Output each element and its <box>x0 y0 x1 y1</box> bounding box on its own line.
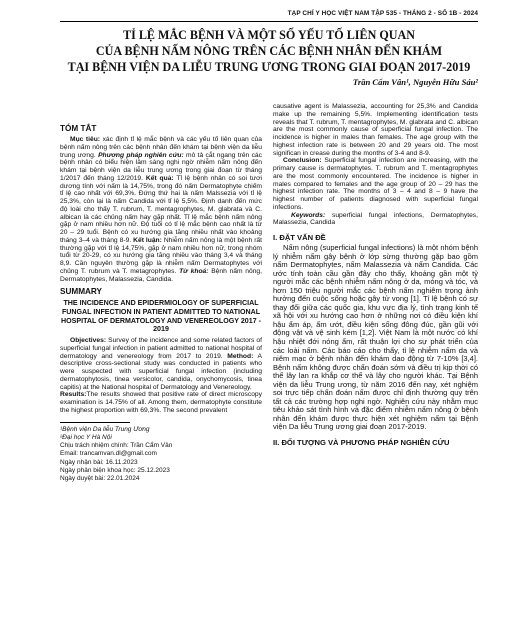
footnote-affiliation-1: ¹Bệnh viện Da liễu Trung Ương <box>60 425 150 433</box>
phuong-phap-text: mô tả cắt ngang trên các bệnh nhân có biểu hiện lâm sàng nghi ngờ nhiễm nấm nông đến khám tại bệnh viện da liễu trung ương trong giai đoạn từ tháng 1/2017 đến tháng 12/2019. <box>60 151 262 182</box>
summary-heading: SUMMARY <box>60 287 102 297</box>
summary-title: THE INCIDENCE AND EPIDERMIOLOGY OF SUPERFICIAL FUNGAL INFECTION IN PATIENT ADMITTED TO NATIONAL HOSPITAL OF DERMATOLOGY AND VENEREOLOGY 2017 - 2019 <box>61 299 261 334</box>
header-rule <box>60 21 478 22</box>
tu-khoa-text: Bệnh nấm nông, Dermatophytes, Malassezia, Candida. <box>60 267 263 283</box>
article-title <box>60 28 478 75</box>
muc-tieu-label: Mục tiêu: <box>70 136 101 143</box>
ket-luan-text: Nhiễm nấm nông là một bệnh rất thường gặp với tỉ lệ 14,75%, gặp ở nam nhiều hơn nữ, trong nhóm tuổi từ 20-29, có xu hướng gia tăng nhiều vào tháng 3,4 và tháng 8,9. Cần nguyên thường gặp là nhiễm nấm Dermatophytes với chủng T. rubrum và T. metagrophytes. <box>60 236 262 275</box>
footnote-accepted: Ngày duyệt bài: 22.01.2024 <box>60 475 140 483</box>
right-column <box>273 103 478 448</box>
title-line-3: TẠI BỆNH VIỆN DA LIỄU TRUNG ƯƠNG TRONG GIAI ĐOẠN 2017-2019 <box>67 59 471 74</box>
ket-qua-label: Kết quả: <box>145 174 174 182</box>
results-text-left: The results showed that positive rate of direct microscopy examination is 14.75% of all. Among them, dermatophyte constitute the highest proportion with 69,3%. The second prevalent <box>60 391 262 414</box>
objectives-text: Survey of the incidence and some related factors of superficial fungal infection in patient admitted to national hospital of dermatology and venereology from 2017 to 2019. <box>60 337 262 360</box>
muc-tieu-text: xác định tỉ lệ mắc bệnh và các yếu tố liên quan của bệnh nấm nông trên các bệnh nhân đến khám tại bệnh viện da liễu trung ương. <box>60 136 262 159</box>
section-1-heading: I. ĐẶT VẤN ĐỀ <box>273 233 326 242</box>
conclusion-label: Conclusion: <box>283 157 322 165</box>
footnote-affiliation-2: ²Đại học Y Hà Nội <box>60 433 112 441</box>
footnote-received: Ngày nhận bài: 16.11.2023 <box>60 458 138 466</box>
section-2-heading: II. ĐỐI TƯỢNG VÀ PHƯƠNG PHÁP NGHIÊN CỨU <box>273 438 450 448</box>
keywords-label: Keywords: <box>291 211 326 219</box>
phuong-phap-label: Phương pháp nghiên cứu: <box>98 151 184 159</box>
summary-abstract-left <box>60 337 262 391</box>
method-text: A descriptive cross-sectional study was conducted in patients who were suspected with superficial fungal infection (including dermatophytosis, tinea versicolor, candida, onychomycosis, tinea capitis) at the National hospital of Dermatology and Venereology. <box>60 352 263 391</box>
footnote-reviewed: Ngày phản biện khoa học: 25.12.2023 <box>60 467 170 475</box>
ket-luan-label: Kết luận: <box>133 236 162 244</box>
left-column <box>60 124 262 484</box>
title-line-2: CỦA BỆNH NẤM NÔNG TRÊN CÁC BỆNH NHÂN ĐẾN KHÁM <box>95 43 443 58</box>
tom-tat-heading: TÓM TẮT <box>60 124 97 133</box>
title-line-1: TỈ LỆ MẮC BỆNH VÀ MỘT SỐ YẾU TỐ LIÊN QUAN <box>123 28 415 42</box>
footnote-email: Email: trancamvan.dl@gmail.com <box>60 450 157 458</box>
tom-tat-abstract <box>60 136 262 283</box>
method-label: Method: <box>227 352 254 360</box>
footnote-corresponding: Chịu trách nhiệm chính: Trần Cẩm Vân <box>60 442 173 450</box>
keywords-text: superficial fungal infections, Dermatophytes, Malassezia, Candida <box>273 211 478 227</box>
conclusion-text: Superficial fungal infection are increasing, with the primary cause is dermatophytes. T. rubrum and T. mentagrophytes are the most commonly encountered. The incidence is higher in males compared to females and the age group of 20 – 29 has the highest infection rate. The months of 3 – 4 and 8 – 9 have the highest number of patients diagnosed with superficial fungal infections. <box>273 157 478 211</box>
section-1-text: Nấm nông (superficial fungal infections) là một nhóm bệnh lý nhiễm nấm gây bệnh ở lớp sừng thường gặp bao gồm nấm Dermatophytes, nấm Malassezia và nấm Candida. Các ước tính toàn cầu gần đây cho thấy, khoảng gần một tỷ người mắc các bệnh nhiễm nấm nông ở da, móng và tóc, và hơn 150 triệu người mắc các bệnh nấm nghiêm trọng ảnh hưởng đến cuộc sống hoặc gây tử vong [1]. Tỉ lệ bệnh có sự thay đổi giữa các quốc gia, khu vực địa lý, tình trạng kinh tế xã hội với xu hướng cao hơn ở những nơi có điều kiện khí hậu ẩm áp, ẩm ướt, điều kiện sống đông đúc, gần gũi với động vật và vệ sinh kém [1,2]. Việt Nam là một nước có khí hậu nhiệt đới nóng ẩm, rất thuận lợi cho sự phát triển của các loài nấm. Các báo cáo cho thấy, tỉ lệ nhiễm nấm da và niêm mạc ở bệnh nhân đến khám dao động từ 7-10% [3,4]. Bệnh nấm không được chẩn đoán sớm và điều trị kịp thời có thể lây lan ra khắp cơ thể và lây cho người khác. Tại Bệnh viện da liễu Trung ương, từ năm 2016 đến nay, xét nghiệm soi trực tiếp chẩn đoán nấm được chỉ định thường quy trên tất cả các trường hợp nghi ngờ. Nghiên cứu này nhằm mục tiêu khảo sát tình hình và đặc điểm nhiễm nấm nông ở bệnh nhân đến khám được thực hiện xét nghiệm nấm tại Bệnh viện Da liễu Trung ương giai đoạn 2017-2019. <box>273 243 478 432</box>
ket-qua-text: Tỉ lệ bệnh nhân có soi tươi dương tính với nấm là 14,75%, trong đó nấm Dermatophyte chiếm tỉ lệ cao nhất với 69,3%. Đứng thứ hai là nấm Malssezia với tỉ lệ 25,3%, còn lại là nấm Candida với tỉ lệ 5,5%. Định danh đến mức độ loài cho thấy T. rubrum, T. mentagrophytes, M. glabrata và C. albican là các chủng nấm hay gặp nhất. Tỉ lệ mắc bệnh nấm nông gặp ở nam nhiều hơn nữ. Độ tuổi có tỉ lệ mắc bệnh cao nhất là từ 20 – 29 tuổi. Bệnh có xu hướng gia tăng nhiều nhất vào khoảng tháng 3–4 và tháng 8-9. <box>60 174 263 244</box>
conclusion-paragraph <box>273 157 478 211</box>
objectives-label: Objectives: <box>70 337 107 345</box>
results-label: Results: <box>60 391 87 399</box>
keywords-paragraph <box>273 212 478 228</box>
results-text-right: causative agent is Malassezia, accounting for 25,3% and Candida make up the remaining 5,5%. Implementing identification tests reveals that T. rubrum, T. mentagrophytes, M. glabrata and C. albican are the most commonly cause of superficial fungal infection. The incidence is higher in males than females. The age group with the highest infection rate is between 20 and 29 years old. The most significan in crease during the months of 3-4 and 8-9. <box>273 103 478 157</box>
running-head: TẠP CHÍ Y HỌC VIỆT NAM TẬP 535 - THÁNG 2 - SỐ 1B - 2024 <box>287 10 478 17</box>
tu-khoa-label: Từ khoá: <box>179 267 209 275</box>
results-paragraph <box>60 391 262 414</box>
authors: Trần Cẩm Vân¹, Nguyễn Hữu Sáu² <box>352 77 478 87</box>
footnote-rule <box>60 422 130 423</box>
